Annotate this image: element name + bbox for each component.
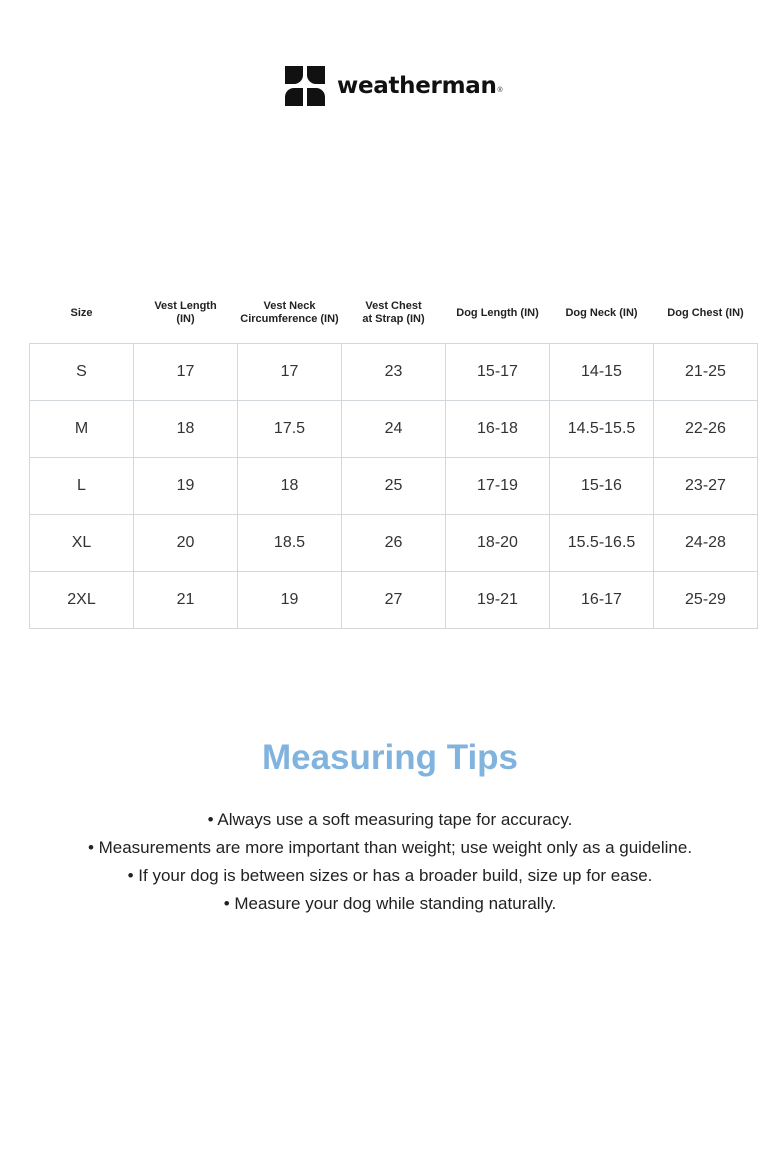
table-cell: 2XL — [30, 571, 134, 628]
table-cell: 21 — [134, 571, 238, 628]
table-cell: 25-29 — [654, 571, 758, 628]
header-dog-length: Dog Length (IN) — [456, 306, 539, 319]
table-row — [30, 343, 758, 400]
table-cell: 15.5-16.5 — [550, 514, 654, 571]
table-cell: M — [30, 400, 134, 457]
header-size: Size — [70, 306, 93, 319]
table-cell: 15-17 — [446, 343, 550, 400]
table-cell: 17 — [134, 343, 238, 400]
table-cell: 14-15 — [550, 343, 654, 400]
header-dog-chest: Dog Chest (IN) — [667, 306, 744, 319]
table-cell: 21-25 — [654, 343, 758, 400]
table-cell: L — [30, 457, 134, 514]
four-quadrant-mark-icon — [285, 66, 325, 106]
header-vest-chest: Vest Chest at Strap (IN) — [362, 300, 425, 326]
measuring-tips-list — [0, 806, 780, 918]
brand-name: weatherman — [337, 73, 497, 99]
table-cell: 18-20 — [446, 514, 550, 571]
table-cell: 19-21 — [446, 571, 550, 628]
header-vest-neck: Vest Neck Circumference (IN) — [240, 300, 339, 326]
tip-item: • Measure your dog while standing naturally. — [223, 894, 557, 913]
table-cell: 20 — [134, 514, 238, 571]
table-cell: 17 — [238, 343, 342, 400]
table-cell: 27 — [342, 571, 446, 628]
table-cell: XL — [30, 514, 134, 571]
table-cell: 17.5 — [238, 400, 342, 457]
table-cell: 19 — [134, 457, 238, 514]
table-cell: 25 — [342, 457, 446, 514]
registered-mark: ® — [497, 86, 503, 94]
table-cell: 16-17 — [550, 571, 654, 628]
table-cell: 26 — [342, 514, 446, 571]
table-cell: S — [30, 343, 134, 400]
table-cell: 18 — [238, 457, 342, 514]
tip-item: • Measurements are more important than weight; use weight only as a guideline. — [87, 838, 693, 857]
table-row — [30, 457, 758, 514]
tip-item: • If your dog is between sizes or has a broader build, size up for ease. — [127, 866, 653, 885]
measuring-tips-title: Measuring Tips — [261, 738, 519, 777]
brand-logo — [285, 64, 503, 108]
table-cell: 18 — [134, 400, 238, 457]
table-cell: 22-26 — [654, 400, 758, 457]
table-cell: 16-18 — [446, 400, 550, 457]
table-row — [30, 400, 758, 457]
table-row — [30, 514, 758, 571]
table-cell: 24-28 — [654, 514, 758, 571]
table-cell: 14.5-15.5 — [550, 400, 654, 457]
tip-item: • Always use a soft measuring tape for accuracy. — [207, 810, 573, 829]
table-header-row — [30, 284, 758, 343]
header-dog-neck: Dog Neck (IN) — [565, 306, 638, 319]
table-cell: 15-16 — [550, 457, 654, 514]
table-cell: 19 — [238, 571, 342, 628]
table-cell: 23-27 — [654, 457, 758, 514]
size-chart-table — [29, 284, 758, 629]
table-cell: 18.5 — [238, 514, 342, 571]
header-vest-length: Vest Length (IN) — [154, 300, 217, 326]
table-row — [30, 571, 758, 628]
table-cell: 24 — [342, 400, 446, 457]
table-cell: 17-19 — [446, 457, 550, 514]
table-cell: 23 — [342, 343, 446, 400]
